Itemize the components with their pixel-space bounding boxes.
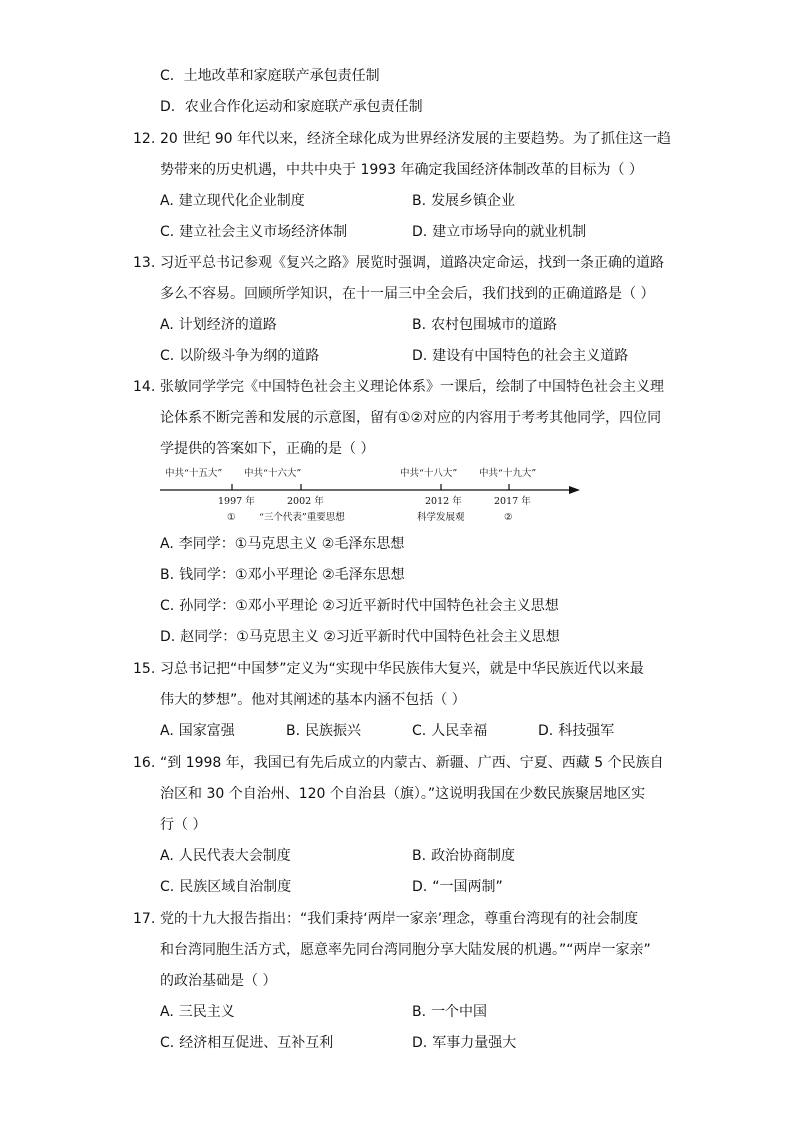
option-text: 建立社会主义市场经济体制: [179, 224, 348, 240]
option-text: 赵同学：①马克思主义 ②习近平新时代中国特色社会主义思想: [180, 629, 560, 645]
question-number: 15.: [133, 661, 156, 677]
option-letter: D.: [412, 224, 428, 240]
option-letter: C.: [412, 723, 427, 739]
question-text-line: 势带来的历史机遇，中共中央于 1993 年确定我国经济体制改革的目标为（ ）: [160, 162, 643, 178]
option-letter: D.: [412, 1035, 428, 1051]
question-number: 17.: [133, 911, 156, 927]
option-c[interactable]: [160, 1033, 333, 1053]
option-b[interactable]: [160, 565, 405, 585]
option-d[interactable]: [160, 627, 560, 647]
option-c[interactable]: [412, 721, 487, 741]
option-text: 发展乡镇企业: [431, 193, 516, 209]
option-letter: D.: [538, 723, 554, 739]
option-a[interactable]: [160, 191, 305, 211]
option-c[interactable]: [160, 346, 319, 366]
question-text-line: 和台湾同胞生活方式，愿意率先同台湾同胞分享大陆发展的机遇。”“两岸一家亲”: [160, 942, 651, 958]
option-a[interactable]: [160, 315, 277, 335]
question-text-line: 行（ ）: [160, 817, 207, 833]
congress-label: 中共“十六大”: [244, 468, 302, 479]
option-letter: C.: [160, 224, 175, 240]
theory-label: 科学发展观: [417, 512, 465, 523]
option-text: 三民主义: [178, 1004, 235, 1020]
question-text-line: 多么不容易。回顾所学知识，在十一届三中全会后，我们找到的正确道路是（ ）: [160, 286, 655, 302]
year-label: 2017 年: [494, 496, 531, 507]
congress-label: 中共“十九大”: [479, 468, 537, 479]
question-text-line: 20 世纪 90 年代以来，经济全球化成为世界经济发展的主要趋势。为了抓住这一趋: [160, 131, 671, 147]
option-a[interactable]: [160, 534, 404, 554]
option-text: 国家富强: [178, 723, 235, 739]
option-c[interactable]: [160, 877, 291, 897]
option-letter: A.: [160, 848, 174, 864]
option-letter: C.: [160, 598, 175, 614]
option-letter: A.: [160, 723, 174, 739]
option-c[interactable]: [160, 222, 347, 242]
option-text: 钱同学：①邓小平理论 ②毛泽东思想: [179, 567, 405, 583]
option-d[interactable]: [412, 877, 503, 897]
option-d[interactable]: [412, 346, 628, 366]
option-c[interactable]: [160, 596, 559, 616]
option-text: 科技强军: [558, 723, 615, 739]
option-b[interactable]: [286, 721, 361, 741]
option-letter: A.: [160, 1004, 174, 1020]
question-text-line: 习近平总书记参观《复兴之路》展览时强调，道路决定命运，找到一条正确的道路: [160, 255, 664, 271]
option-text: 人民幸福: [431, 723, 488, 739]
option-text: 军事力量强大: [432, 1035, 517, 1051]
option-letter: C.: [160, 879, 175, 895]
option-letter: A.: [160, 536, 174, 552]
option-text: 以阶级斗争为纲的道路: [179, 348, 320, 364]
blank-label-2: ②: [504, 512, 513, 523]
option-letter: B.: [286, 723, 301, 739]
option-letter: B.: [412, 317, 427, 333]
option-letter: B.: [412, 193, 427, 209]
question-number: 14.: [133, 379, 156, 395]
option-letter: B.: [412, 848, 427, 864]
theory-timeline-diagram: [160, 464, 585, 526]
timeline-arrow: [569, 486, 580, 494]
question-text-line: “到 1998 年，我国已有先后成立的内蒙古、新疆、广西、宁夏、西藏 5 个民族自: [160, 755, 664, 771]
option-text: 经济相互促进、互补互利: [179, 1035, 334, 1051]
option-b[interactable]: [412, 315, 557, 335]
option-b[interactable]: [412, 1002, 487, 1022]
option-c[interactable]: [160, 66, 380, 86]
option-letter: A.: [160, 193, 174, 209]
option-b[interactable]: [412, 191, 515, 211]
option-text: 建立市场导向的就业机制: [432, 224, 587, 240]
option-text: 民族区域自治制度: [179, 879, 292, 895]
option-letter: D.: [160, 99, 176, 115]
option-letter: C.: [160, 68, 175, 84]
option-a[interactable]: [160, 846, 291, 866]
year-label: 2002 年: [287, 496, 324, 507]
congress-label: 中共“十五大”: [165, 468, 223, 479]
question-text-line: 治区和 30 个自治州、120 个自治县（旗）。”这说明我国在少数民族聚居地区实: [160, 786, 646, 802]
option-letter: D.: [412, 348, 428, 364]
option-d[interactable]: [538, 721, 614, 741]
year-label: 1997 年: [218, 496, 255, 507]
question-text-line: 伟大的梦想”。他对其阐述的基本内涵不包括（ ）: [160, 692, 466, 708]
option-b[interactable]: [412, 846, 515, 866]
option-text: 建立现代化企业制度: [178, 193, 305, 209]
year-label: 2012 年: [425, 496, 462, 507]
question-text-line: 习总书记把“中国梦”定义为“实现中华民族伟大复兴，就是中华民族近代以来最: [160, 661, 644, 677]
option-d[interactable]: [412, 222, 586, 242]
question-text-line: 学提供的答案如下，正确的是（ ）: [160, 441, 375, 457]
blank-label-1: ①: [227, 512, 236, 523]
option-text: “一国两制”: [432, 879, 503, 895]
option-text: 孙同学：①邓小平理论 ②习近平新时代中国特色社会主义思想: [179, 598, 559, 614]
option-text: 李同学：①马克思主义 ②毛泽东思想: [178, 536, 405, 552]
theory-label: “三个代表”重要思想: [259, 512, 345, 523]
option-a[interactable]: [160, 1002, 235, 1022]
option-letter: D.: [160, 629, 176, 645]
option-letter: B.: [160, 567, 175, 583]
question-text-line: 张敏同学学完《中国特色社会主义理论体系》一课后，绘制了中国特色社会主义理: [160, 379, 664, 395]
option-text: 一个中国: [431, 1004, 488, 1020]
option-letter: D.: [412, 879, 428, 895]
option-text: 土地改革和家庭联产承包责任制: [183, 68, 380, 84]
option-text: 民族振兴: [305, 723, 362, 739]
option-a[interactable]: [160, 721, 235, 741]
congress-label: 中共“十八大”: [400, 468, 458, 479]
question-number: 16.: [133, 755, 156, 771]
question-number: 12.: [133, 131, 156, 147]
option-letter: A.: [160, 317, 174, 333]
option-text: 政治协商制度: [431, 848, 516, 864]
question-text-line: 党的十九大报告指出：“我们秉持‘两岸一家亲’理念，尊重台湾现有的社会制度: [160, 911, 639, 927]
option-text: 计划经济的道路: [178, 317, 277, 333]
option-text: 农村包围城市的道路: [431, 317, 558, 333]
option-text: 农业合作化运动和家庭联产承包责任制: [184, 99, 423, 115]
option-letter: C.: [160, 1035, 175, 1051]
question-text-line: 论体系不断完善和发展的示意图，留有①②对应的内容用于考考其他同学，四位同: [160, 410, 662, 426]
option-d[interactable]: [160, 97, 423, 117]
option-d[interactable]: [412, 1033, 516, 1053]
option-letter: B.: [412, 1004, 427, 1020]
option-text: 人民代表大会制度: [178, 848, 291, 864]
question-number: 13.: [133, 255, 156, 271]
question-text-line: 的政治基础是（ ）: [160, 973, 277, 989]
option-letter: C.: [160, 348, 175, 364]
option-text: 建设有中国特色的社会主义道路: [432, 348, 629, 364]
